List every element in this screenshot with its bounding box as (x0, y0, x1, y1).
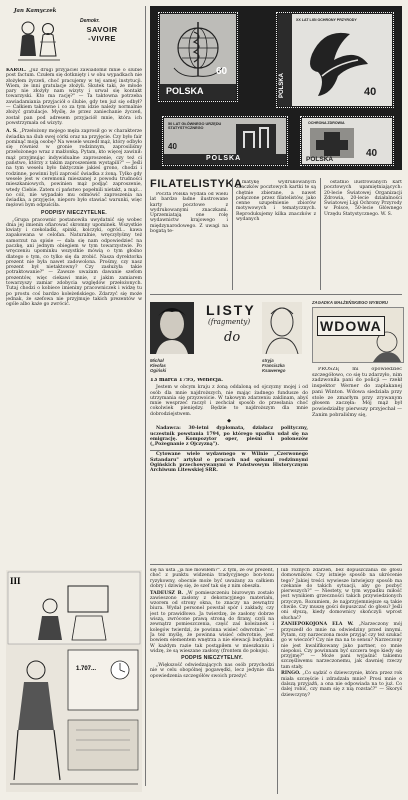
wdowa-story (312, 300, 402, 562)
column-title (72, 26, 132, 43)
sender-name-line: Michał (150, 358, 164, 363)
letter-author: TADEUSZ B. (150, 590, 184, 596)
letter-paragraph: „Przełożony mojego męża zaprosił go w charakterze świadka na ślub swej córki oraz na przyjęcie. Czy było fair pominąć moją osobę? Na wesele wszedł mąż, który odbyło się również w gronie rodzinnym, zaprosiliśmy przełożonego wraz z małżonką. Pytam, kto więcej zawinił: mąż przyjmując indywidualne zaproszenie, czy też ci państwo, którzy z takim zaproszeniem wystąpili?" — Jeśli na tym weselu było faktycznie jakieś grono, chodzi i rodzinne, powinni byli zaprosić świadka z żoną. Tylko gdy wesele jest w ceremonii mieszanej z powodu trudności mieszkaniowych, powinien mąż podjąć zaproszenie, wtedy Ciebie. Zatem ci państwo popełnili nietakt, a mąż... no cóż, nie wypadało mu odmówić zaproszenia na świadka, a przyjęcie, nieporo było stawiać warunki, więc mężowi bym odpuściła. (6, 129, 142, 209)
letter-paragraph: się na usta „ja nie mówiłem?". Z tym, że ów prezent, choć z punktu widzenia tradycyjnego bon-tonu ryzykowny, obecnie może być uważany za całkiem dobry i dziwię się, że szef tak się z nim obeszła. (150, 568, 274, 589)
letter-author: A. S. (6, 129, 18, 135)
letter-author: RINGO. (281, 671, 301, 677)
separator-icon: ◆ (227, 418, 231, 425)
column-title-line2: -VIVRE (88, 33, 116, 43)
source-note: Cytowane wiele wydawnego w Wilnie „Czerwonego Sztandaru" artykuł o pracach nad spisami rodzinnymi Ogińskich przechowywanymi w Państwowym Historycznym Archiwum Litewskiej SRR. (150, 452, 308, 474)
letter-paragraph: lub różnych zdarzeń, bez dopuszczania do głosu domowników. Czy istnieje sposób na ukrócenie tego? Jakiej treści wywiesze łatwiejszy sposób ma czekanie do takich sytuacji, aby go pozbyć pierwszych?" — Niestety, w tym wypadku miłość jest wynikiem grzeczności takich przywiedzionych przyczyn. Rozumiem, że najprzyjemniejsze są takie chwile. Czy muszę gości dopuszczać do głosu? Jeśli oni słyszą, kiedy domownicy skończyli wprost słuchać? (281, 568, 402, 621)
recipient-name-line: Ksawerego (262, 368, 286, 373)
stamp-country: POLSKA (279, 72, 285, 98)
stamps-collage (150, 6, 402, 170)
stamp-value: 60 (216, 66, 228, 77)
filatelistyka-paragraph: ostatnio ilustrowanych kart pocztowych upamiętniających: 20-lecie Światowej Organizacji Zdrowia, 20-lecie działalności Światowej Ligi Ochrony Przyrody w Polsce, 50-lecie Głównego Urzędu Statystycznego. W. S. (324, 180, 402, 217)
filatelistyka-paragraph: Poczta Polska wydała od wielu lat bardzo ładne ilustrowane karty pocztowe z wydrukowanymi znaczkami. Uprzemiatają one rolę wydawnictw krajowego i międzynarodowego. Z uwagi na bogatą te- (150, 192, 228, 235)
stamp-caption: OCHRONA ZDROWIA (308, 121, 345, 125)
recipient-portrait (262, 302, 302, 354)
stamp-who (160, 14, 236, 100)
sender-note: Nadawca: 30-letni dyplomata, działacz polityczny, uczestnik powstania 1794, po którego upadku udał się na emigrację. Kompozytor oper, pieśni i polonezów („Pożegnanie z Ojczyzną"). (150, 426, 308, 448)
wdowa-title-panel (312, 307, 404, 363)
stamp-value: 40 (364, 86, 377, 98)
author-name: Jan Kamyczek (14, 8, 57, 14)
listy-text (150, 378, 308, 560)
note-divider (150, 450, 308, 451)
recipient-name-line: Franciszka (262, 363, 285, 368)
letter-date: 13 marca 1795, Wenecja. (150, 378, 223, 383)
sender-name (150, 358, 196, 373)
letter-paragraph: „Grupa pracownic postanowiła uwydatnić się wobec dnia jej imienin ofiarować skromny upominek. Wszystkie kwiaty i czekoladki, spinki, kolczyki, ogród... kawa zapakowana w celofan. Naturalnie, wręczyłyśmy też samorzut na spisie — dała się nam odpowiedzieć na paczkę, ani jednym obiegiem w tym towarzystwie. Po wręczeniu upominku wszystkie mówią o tym głośno dlatego o tym, co tylko się da zrobić. Nasza dyrektorka prezent nie była nawet zadowolona. Prośmy, czy nasz prezent był nietaktowny? Czy zasłużyła takie potraktowanie?" — Zawsze uważam dawanie szefom prezentów, więc ciekawi mnie, z jakim zamiarem towarzyszy zamiar zdobycia względów przełożonych. Tutaj chodzi o kobiece imieniny pracowniczek i widzę tu po prostu coś bardzo koleżeńskiego. Zdarzyć się może jednak, że szefowa nie przyjmuje takich prezentów w ogóle albo każe go zwrócić. (6, 217, 142, 308)
section-divider (150, 294, 402, 295)
filatelistyka-paragraph: matykę wydrukowanych znaczków pocztowych kartki te są chętnie zbierane, a nawet połączone przez filatelistów, jako cenne uzupełnienie zbiorów motywowych i tematycznych. Reprodukujemy kilka znaczków z wydanych (236, 180, 316, 223)
filatelistyka-col3 (324, 180, 402, 290)
stamp-value: 40 (168, 142, 177, 151)
recipient-name-line: stryja (262, 358, 274, 363)
stamp-health (302, 118, 392, 164)
sender-portrait (150, 302, 194, 354)
lower-right-text (281, 568, 402, 794)
svg-text:III: III (10, 576, 21, 586)
column-header (6, 6, 132, 66)
column-divider (277, 568, 278, 794)
listy-subtitle: (fragmenty) (208, 318, 251, 326)
letter-author: KAROL. (6, 68, 27, 73)
column-tag: Demokr. (80, 18, 100, 24)
left-column-text (6, 68, 142, 560)
listy-title: LISTY (206, 302, 256, 318)
wdowa-header: ZAGADKA MAŁŻEŃSKIEGO WYBORU (312, 300, 388, 305)
letter-paragraph: „W pomieszczeniu biurowym zostało zawieszono zasłony z dekoracyjnego materiału, wzorem od strony okna, to znaczy na zewnątrz biura. Wydał personel powstał spór i zakłady, czy jest to prawidłowo. Ja twierdzę, że zasłony dobrze wiszą, zwrócone prawą stroną do firany, czyli na zewnątrz pomieszczenia, część zaś koleżanek i kolegów twierdzi, że powinna wisieć odwrotnie." — Ja też myślę, że powinna wisieć odwrotnie, jest bowiem elementem wnętrza a nie elewacji budynku. W każdym razie tak postąpiłem w mieszkaniu i widzę, że są wieszane zasłony (frontem do pokoju). (150, 590, 274, 654)
recipient-name (262, 358, 308, 373)
bottom-cartoon-illustration (6, 570, 142, 792)
filatelistyka-col1 (150, 192, 228, 290)
section-divider (150, 564, 402, 565)
clock-label: 1.707... (76, 666, 97, 672)
column-divider (145, 6, 146, 786)
column-divider (232, 178, 233, 290)
wdowa-title: WDOWA (317, 316, 385, 336)
couple-cartoon-illustration (10, 16, 68, 64)
stamp-country: POLSKA (306, 156, 334, 163)
stamp-value: 40 (366, 148, 378, 159)
letter-paragraph: Jestem w obcym kraju z żoną oddaloną od ojczyzny mojej i od osób dla mnie najdroższych, nie mając żadnego fundusze do utrzymania się przyzwoicie. W takowym zdarzeniu zaklinam, abyś mnie wesprzeć raczył i zechciał sposób do przesłania choć cokolwiek pieniędzy. Będzie to najdroższym dla mnie dobrodziejstwem. (150, 385, 308, 417)
stamp-statistics (164, 118, 286, 164)
stamp-caption: 50 LAT GŁÓWNEGO URZĘDU STATYSTYCZNEGO (168, 122, 222, 130)
letter-paragraph: „Narzeczony mój przyszedł do mnie na odwiedziny przed innymi. Pytam, czy narzeczona może przyjąć czy też szukać go w wieczór? Czy nie ma na to sensu? Narzeczony nie jest kwalifikowany jako partner, co mnie niepokoi. Czy powinnam być szczera tego kiedy się przyjmę?" — Może pani wyjaśnić takiemu szczęśliwemu narzeczonemu, jak dawniej rzeczy tam stały. (281, 622, 402, 670)
wdowa-paragraph: PROSZĘ mi opowiedzieć szczegółowo, co się tu zdarzyło, nim zadzwoniła pani do policji — rzekł inspektor Werner do zapłakanej pani Winton. Wdowa siedziała przy stole ze zmarłym przy zrywanym głosem zaczęła: Mój mąż był powiedziałby pierwszy przyjechał — Zanim pobraliśmy się, (312, 367, 402, 418)
filatelistyka-title: FILATELISTYKA (150, 178, 243, 190)
listy-do: do (224, 330, 241, 345)
stamp-caption: XX LAT LIGI OCHRONY PRZYRODY (296, 18, 357, 22)
column-divider (320, 178, 321, 290)
lower-left-text (150, 568, 274, 794)
stamp-country: POLSKA (206, 155, 242, 162)
bottom-cartoon (6, 570, 142, 792)
stamp-country: POLSKA (166, 86, 204, 96)
letter-paragraph: „Już drugi przyjaciel zawiadomił mnie o ślubie post factum. Czułem się dotknięty i w obu wypadkach nie złożyłem życzeń, choć pracujemy w tej samej instytucji. Wiem, że inni gratulacje złożyli. Skutek taki, że młode pary nie złożyły nam wizyty i urwał się kontakt towarzyski. Kto ma rację?" — Ta taktowna potrzeba zawiadamiania przyjaciół o ślubie, gdy ten już się odbył? — Całkiem taktowne i co za tym idzie należy normalnie złożyć gratulacje. Myślę, że przez zaniechanie życzeń, został pan pod adresem przyjaciół mnie, która ich powstrzymała od wizyty. (6, 68, 142, 126)
column-title-line1: SAVOIR (86, 25, 118, 34)
sender-name-line: Kleofas (150, 363, 166, 368)
sender-name-line: Ogiński (150, 368, 167, 373)
section-heading: PODPISY NIECZYTELNE. (41, 209, 107, 216)
letter-author: ZANIEPOKOJONA ELA W. (281, 622, 354, 628)
wdowa-text (312, 367, 402, 557)
letter-paragraph: „Co sądzić o dziewczynie, która przez rok miała szczęście i zdradzała mnie? Prosi mnie o dalszą przyjaźń, a ona nie odpowiada na to już. Co dalej robić, czy mam się z nią rozstać?" — Skoryś dziewczyny? (281, 671, 402, 698)
stamp-nature (278, 14, 392, 106)
filatelistyka-col2 (236, 180, 316, 290)
letter-paragraph: „Większość odwiedzających nas osób przychodzi nie w celu obopólnej pogawędki, lecz jedynie dla opowiedzenia szczegółów swoich przeżyć (150, 662, 274, 679)
section-heading: PODPIS NIECZYTELNY. (181, 655, 243, 662)
